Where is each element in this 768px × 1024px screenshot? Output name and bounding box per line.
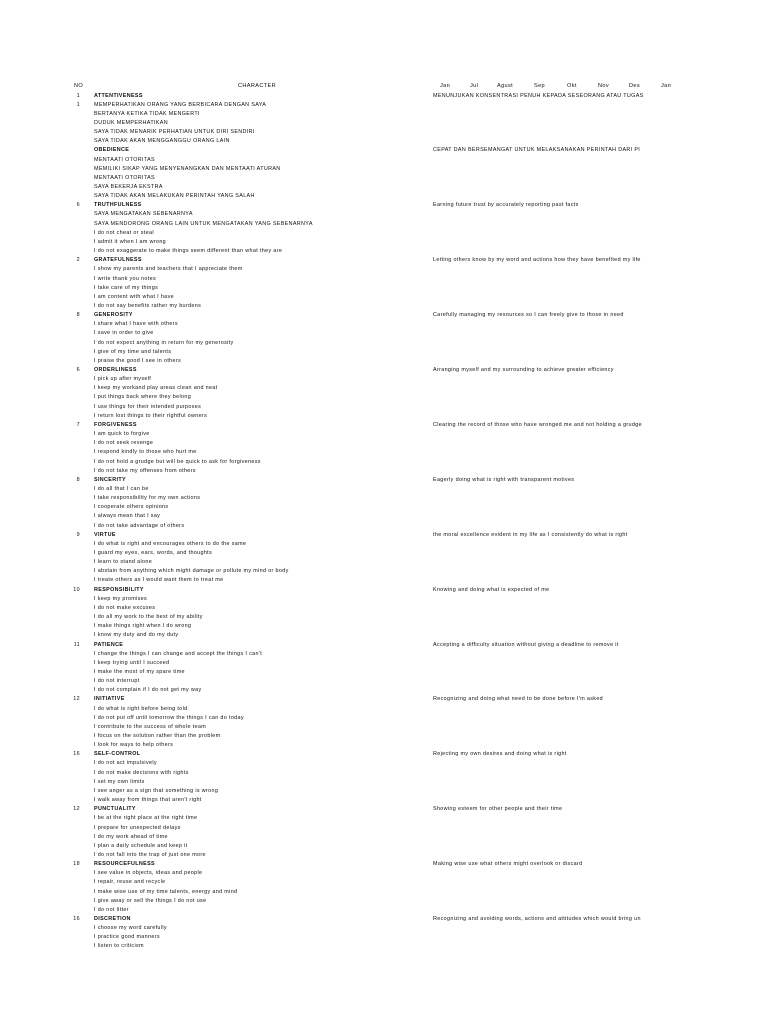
section-item: I see value in objects, ideas and people	[94, 870, 203, 877]
month-des: Des	[629, 83, 640, 89]
section-item: I walk away from things that aren't right	[94, 797, 202, 804]
section-item: I practice good manners	[94, 934, 160, 941]
section-item: I cooperate others opinions	[94, 504, 169, 511]
section-item: I be at the right place at the right time	[94, 815, 198, 822]
section-item: I keep my promises	[94, 595, 148, 602]
section-item: I choose my word carefully	[94, 925, 167, 932]
section-item: I respond kindly to those who hurt me	[94, 449, 197, 456]
section-title: GRATEFULNESS	[94, 257, 142, 264]
section-item: MENTAATI OTORITAS	[94, 174, 155, 181]
section-title: ORDERLINESS	[94, 367, 137, 373]
section-item: SAYA TIDAK MENARIK PERHATIAN UNTUK DIRI SENDIRI	[94, 129, 255, 136]
section-item: I keep trying until I succeed	[94, 659, 170, 666]
section-title: INITIATIVE	[94, 696, 125, 703]
section-number: 11	[73, 641, 80, 648]
section-item: I do my work ahead of time	[94, 833, 168, 840]
section-definition: Making wise use what others might overlook or discard	[433, 861, 583, 868]
section-item: I do not fall into the trap of just one more	[94, 851, 206, 858]
section-definition: Knowing and doing what is expected of me	[433, 586, 550, 593]
section-title: RESPONSIBILITY	[94, 586, 144, 593]
section-definition: MENUNJUKAN KONSENTRASI PENUH KEPADA SESEORANG ATAU TUGAS	[433, 92, 644, 99]
section-item: I do not interrupt	[94, 678, 140, 685]
section-title: ATTENTIVENESS	[94, 92, 143, 99]
section-title: GENEROSITY	[94, 312, 133, 319]
section-item: I show my parents and teachers that I appreciate them	[94, 266, 243, 273]
section-item: I set my own limits	[94, 778, 145, 785]
section-item: I treate others as I would want them to treat me	[94, 577, 224, 584]
section-item: I use things for their intended purposes	[94, 403, 202, 410]
section-definition: Arranging myself and my surrounding to achieve greater efficiency	[433, 367, 614, 373]
section-item: I change the things I can change and accept the things I can't	[94, 650, 263, 657]
section-item: I focus on the solution rather than the problem	[94, 733, 221, 739]
section-item: I give away or sell the things I do not use	[94, 897, 207, 904]
section-item: I repair, reuse and recycle	[94, 879, 166, 886]
section-number: 16	[73, 916, 80, 922]
section-item: I pick up after myself	[94, 376, 152, 383]
section-number: 2	[76, 257, 80, 264]
section-item: I share what I have with others	[94, 321, 178, 328]
section-item: I do not exaggerate to make things seem different than what they are	[94, 248, 283, 255]
section-definition: Showing esteem for other people and their time	[433, 806, 563, 813]
section-item: SAYA BEKERJA EKSTRA	[94, 184, 163, 190]
month-jul: Jul	[470, 83, 479, 89]
section-definition: Recognizing and doing what need to be done before I'm asked	[433, 696, 604, 703]
section-item: I do not litter	[94, 906, 129, 913]
section-item: BERTANYA KETIKA TIDAK MENGERTI	[94, 110, 200, 117]
section-item: I make wise use of my time talents, energy and mind	[94, 888, 238, 895]
section-item: SAYA TIDAK AKAN MELAKUKAN PERINTAH YANG SALAH	[94, 193, 255, 200]
section-item: I take care of my things	[94, 284, 159, 291]
section-number: 7	[76, 421, 80, 428]
section-definition: Rejecting my own desires and doing what is right	[433, 751, 567, 758]
month-jan-2: Jan	[661, 83, 672, 89]
section-definition: Recognizing and avoiding words, actions and attitudes which would bring un	[433, 916, 641, 922]
section-item: I take responsibility for my own actions	[94, 495, 201, 502]
section-item: I listen to criticism	[94, 943, 144, 950]
section-title: SELF-CONTROL	[94, 751, 141, 758]
section-number: 9	[76, 531, 80, 538]
section-number: 1	[76, 92, 80, 99]
section-item: I see anger as a sign that something is wrong	[94, 787, 219, 794]
section-item: I write thank you notes	[94, 275, 156, 282]
section-item: I plan a daily schedule and keep it	[94, 842, 188, 849]
section-item: DUDUK MEMPERHATIKAN	[94, 119, 168, 126]
section-item: I always mean that I say	[94, 513, 161, 520]
section-title: PUNCTUALITY	[94, 806, 136, 813]
section-item: I do not take advantage of others	[94, 522, 185, 529]
header-no: NO	[74, 83, 84, 89]
section-item: I make things right when I do wrong	[94, 623, 192, 630]
section-item: SAYA MENGATAKAN SEBENARNYA	[94, 211, 193, 218]
section-item: MEMILIKI SIKAP YANG MENYENANGKAN DAN MENTAATI ATURAN	[94, 165, 281, 172]
section-item: I do not seek revenge	[94, 440, 154, 447]
section-item: I guard my eyes, ears, words, and thoughts	[94, 550, 213, 556]
section-item: I do what is right before being told	[94, 705, 188, 712]
section-number: 16	[73, 751, 80, 758]
section-title: FORGIVENESS	[94, 421, 137, 428]
month-agust: Agust	[497, 83, 514, 89]
section-title: RESOURCEFULNESS	[94, 861, 155, 868]
section-number: 8	[76, 312, 80, 319]
month-nov: Nov	[598, 83, 609, 89]
month-sep: Sep	[534, 83, 546, 89]
section-number: 18	[73, 861, 80, 868]
section-item: I do what is right and encourages others to do the same	[94, 540, 247, 547]
section-title: VIRTUE	[94, 531, 116, 538]
section-item: I return lost things to their rightful owners	[94, 412, 208, 419]
section-item: I look for ways to help others	[94, 742, 174, 749]
section-item: I keep my workand play areas clean and neat	[94, 385, 218, 392]
item-number: 1	[76, 101, 80, 108]
month-okt: Okt	[567, 83, 577, 89]
section-item: I do all that I can be	[94, 485, 149, 492]
section-number: 6	[76, 367, 80, 373]
section-definition: CEPAT DAN BERSEMANGAT UNTUK MELAKSANAKAN PERINTAH DARI PI	[433, 147, 641, 154]
section-item: I do not make decisions with rights	[94, 769, 189, 776]
section-title: SINCERITY	[94, 476, 126, 483]
section-item: I do not put off until tomorrow the things I can do today	[94, 714, 244, 721]
section-item: I am content with what I have	[94, 293, 174, 300]
section-item: I know my duty and do my duty	[94, 632, 179, 639]
section-item: I make the most of my spare time	[94, 668, 185, 675]
section-item: I give of my time and talents	[94, 348, 172, 355]
section-title: OBEDIENCE	[94, 147, 130, 154]
header-character: CHARACTER	[238, 83, 276, 89]
section-item: I do not hold a grudge but will be quick to ask for forgiveness	[94, 458, 261, 465]
section-item: MENTAATI OTORITAS	[94, 156, 155, 163]
section-item: I do all my work to the best of my ability	[94, 614, 203, 621]
section-item: I do not act impulsively	[94, 760, 157, 767]
section-number: 8	[76, 476, 80, 483]
section-definition: Earning future trust by accurately reporting past facts	[433, 202, 579, 209]
month-jan: Jan	[440, 83, 451, 89]
section-definition: Carefully managing my resources so I can freely give to those in need	[433, 312, 624, 319]
section-number: 6	[76, 202, 80, 209]
section-item: I do not complain if I do not get my way	[94, 687, 202, 694]
section-definition: Letting others know by my word and actions how they have benefited my life	[433, 257, 641, 264]
section-item: I put things back where they belong	[94, 394, 192, 401]
section-definition: Eagerly doing what is right with transparent motives	[433, 476, 575, 483]
section-definition: Accepting a difficulty situation without giving a deadline to remove it	[433, 641, 619, 648]
section-item: I admit it when I am wrong	[94, 238, 167, 245]
section-number: 12	[73, 806, 80, 813]
section-item: SAYA TIDAK AKAN MENGGANGGU ORANG LAIN	[94, 138, 230, 145]
section-item: I praise the good I see in others	[94, 357, 182, 364]
section-item: I contribute to the success of whole team	[94, 723, 207, 730]
section-title: DISCRETION	[94, 916, 131, 922]
section-item: I do not say benefits rather my burdens	[94, 302, 202, 309]
section-item: I learn to stand alone	[94, 559, 153, 566]
section-item: SAYA MENDORONG ORANG LAIN UNTUK MENGATAKAN YANG SEBENARNYA	[94, 220, 313, 227]
section-number: 12	[73, 696, 80, 703]
section-definition: Clearing the record of those who have wronged me and not holding a grudge	[433, 421, 642, 428]
section-item: I do not expect anything in return for my generosity	[94, 339, 234, 346]
section-item: I do not cheat or steal	[94, 229, 154, 236]
section-item: I do not make excuses	[94, 604, 156, 611]
section-item: I abstain from anything which might damage or pollute my mind or body	[94, 568, 289, 575]
section-item: I do not take my offenses from others	[94, 467, 196, 474]
section-item: I am quick to forgive	[94, 431, 150, 438]
section-title: PATIENCE	[94, 641, 124, 648]
section-item: MEMPERHATIKAN ORANG YANG BERBICARA DENGAN SAYA	[94, 101, 267, 108]
section-item: I save in order to give	[94, 330, 154, 337]
section-title: TRUTHFULNESS	[94, 202, 142, 209]
section-definition: the moral excellence evident in my life as I consistently do what is right	[433, 531, 628, 538]
section-item: I prepare for unexpected delays	[94, 824, 181, 831]
section-number: 10	[73, 586, 80, 593]
